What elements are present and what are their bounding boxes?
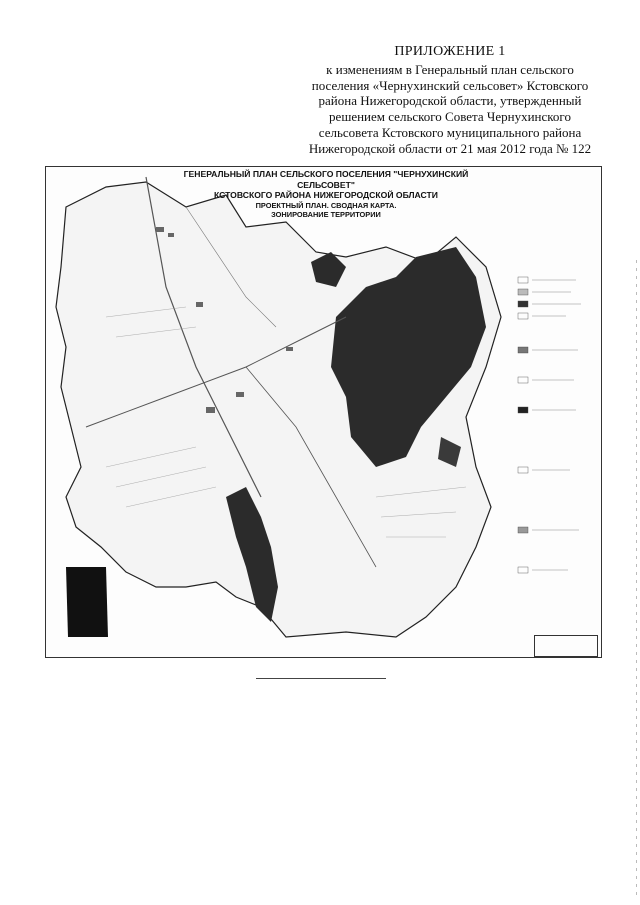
signature-line: [256, 678, 386, 679]
appendix-line: района Нижегородской области, утвержденный: [318, 93, 582, 109]
scan-edge-artifact: [636, 260, 637, 900]
map-legend: [516, 267, 596, 637]
appendix-line: Нижегородской области от 21 мая 2012 года № 122: [308, 140, 592, 156]
appendix-line: решением сельского Совета Чернухинского: [329, 109, 571, 125]
map-subtitle-line: ПРОЕКТНЫЙ ПЛАН. СВОДНАЯ КАРТА.: [255, 200, 397, 210]
map-title-line: ГЕНЕРАЛЬНЫЙ ПЛАН СЕЛЬСКОГО ПОСЕЛЕНИЯ "ЧЕРНУХИНСКИЙ СЕЛЬСОВЕТ": [183, 169, 469, 190]
map-subtitle-line: ЗОНИРОВАНИЕ ТЕРРИТОРИИ: [271, 209, 381, 219]
appendix-line: сельсовета Кстовского муниципального района: [318, 124, 582, 140]
title-block-stamp: [534, 635, 598, 657]
map-sheet: [45, 166, 602, 658]
map-title: [176, 169, 476, 219]
appendix-line: поселения «Чернухинский сельсовет» Кстовского: [311, 77, 589, 93]
appendix-line: к изменениям в Генеральный план сельского: [326, 61, 574, 77]
forest-area: [66, 567, 108, 637]
appendix-header: [300, 44, 600, 157]
appendix-heading: ПРИЛОЖЕНИЕ 1: [394, 44, 506, 59]
map-title-line: КСТОВСКОГО РАЙОНА НИЖЕГОРОДСКОЙ ОБЛАСТИ: [214, 190, 438, 200]
